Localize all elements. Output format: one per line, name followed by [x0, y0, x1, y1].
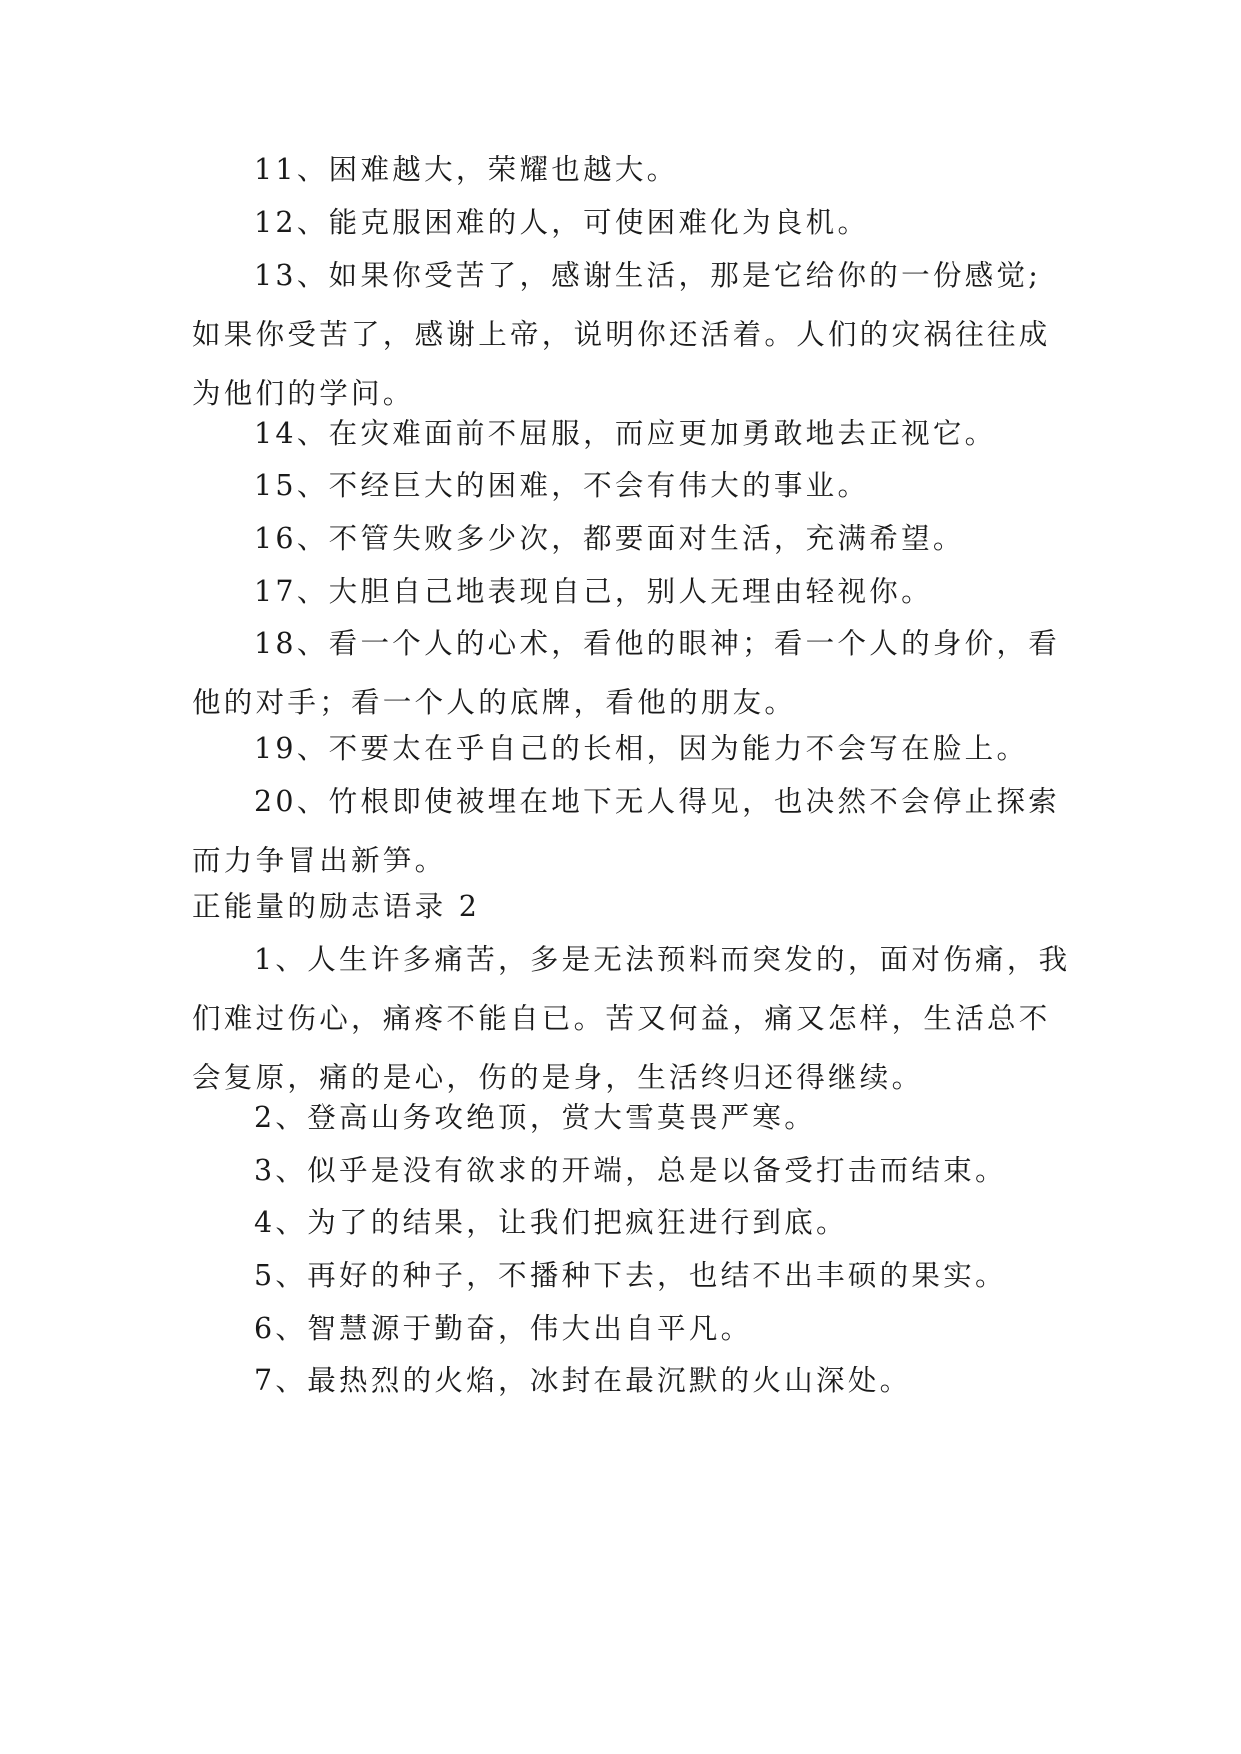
quote-item-6: 6、智慧源于勤奋，伟大出自平凡。 — [254, 1312, 753, 1345]
quote-item-11: 11、困难越大，荣耀也越大。 — [254, 153, 679, 186]
quote-item-20: 20、竹根即使被埋在地下无人得见，也决然不会停止探索而力争冒出新笋。 — [192, 785, 1061, 877]
quote-item-14: 14、在灾难面前不屈服，而应更加勇敢地去正视它。 — [254, 417, 997, 450]
quote-item-16: 16、不管失败多少次，都要面对生活，充满希望。 — [254, 522, 965, 555]
quote-item-7: 7、最热烈的火焰，冰封在最沉默的火山深处。 — [254, 1364, 912, 1397]
quote-item-2: 2、登高山务攻绝顶，赏大雪莫畏严寒。 — [254, 1101, 817, 1134]
quote-item-15: 15、不经巨大的困难，不会有伟大的事业。 — [254, 469, 870, 502]
quote-item-1: 1、人生许多痛苦，多是无法预料而突发的，面对伤痛，我们难过伤心，痛疼不能自已。苦又何益，痛又怎样，生活总不会复原，痛的是心，伤的是身，生活终归还得继续。 — [192, 943, 1071, 1094]
quote-item-12: 12、能克服困难的人，可使困难化为良机。 — [254, 206, 870, 239]
quote-item-3: 3、似乎是没有欲求的开端，总是以备受打击而结束。 — [254, 1154, 1007, 1187]
section-heading: 正能量的励志语录 2 — [192, 890, 481, 923]
quote-item-13: 13、如果你受苦了，感谢生活，那是它给你的一份感觉;如果你受苦了，感谢上帝，说明你还活着。人们的灾祸往往成为他们的学问。 — [192, 259, 1051, 410]
quote-item-19: 19、不要太在乎自己的长相，因为能力不会写在脸上。 — [254, 732, 1029, 765]
quote-item-17: 17、大胆自己地表现自己，别人无理由轻视你。 — [254, 575, 933, 608]
quote-item-4: 4、为了的结果，让我们把疯狂进行到底。 — [254, 1206, 848, 1239]
quote-item-5: 5、再好的种子，不播种下去，也结不出丰硕的果实。 — [254, 1259, 1007, 1292]
quote-item-18: 18、看一个人的心术，看他的眼神；看一个人的身价，看他的对手；看一个人的底牌，看他的朋友。 — [192, 627, 1061, 719]
